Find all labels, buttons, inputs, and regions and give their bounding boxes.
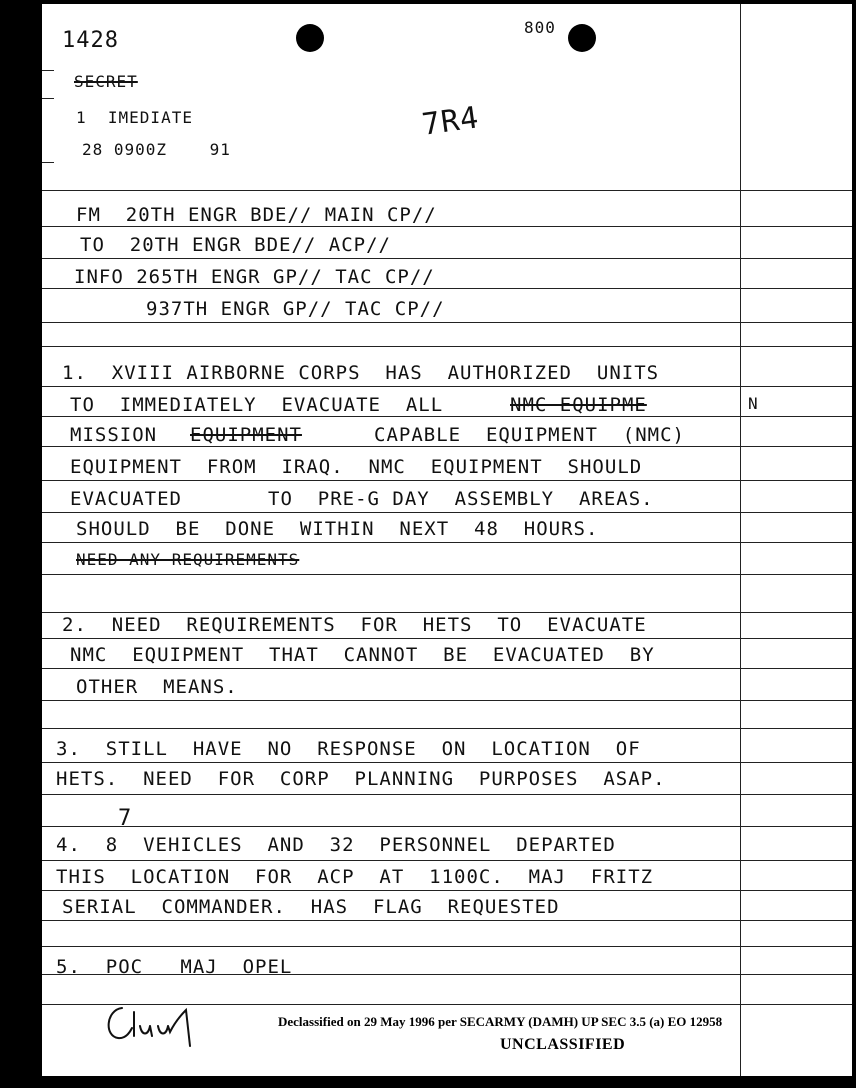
date-time-group: 28 0900Z 91: [82, 140, 231, 159]
form-rule: [42, 322, 852, 323]
para2-line2: NMC EQUIPMENT THAT CANNOT BE EVACUATED BY: [70, 644, 655, 666]
form-rule: [42, 920, 852, 921]
signature: [104, 1002, 214, 1053]
classification-struck: SECRET: [74, 72, 138, 91]
form-rule: [42, 542, 852, 543]
form-rule: [42, 700, 852, 701]
form-rule: [42, 480, 852, 481]
para3-line2: HETS. NEED FOR CORP PLANNING PURPOSES ASAP.: [56, 768, 666, 790]
column-rule: [740, 4, 741, 1076]
form-rule: [42, 446, 852, 447]
signature-scribble: [104, 1002, 214, 1048]
form-rule: [42, 860, 852, 861]
para1-line7: TO PRE-G DAY ASSEMBLY AREAS.: [268, 488, 654, 510]
form-rule: [42, 190, 852, 191]
form-rule: [42, 258, 852, 259]
form-rule: [42, 794, 852, 795]
punch-hole-right: [568, 24, 596, 52]
para1-line6: EVACUATED: [70, 488, 182, 510]
handwritten-mark: 7R4: [419, 100, 482, 143]
page-number: 1428: [62, 28, 119, 53]
form-rule: [42, 762, 852, 763]
routing-from: FM 20TH ENGR BDE// MAIN CP//: [76, 204, 437, 226]
routing-info-1: INFO 265TH ENGR GP// TAC CP//: [74, 266, 435, 288]
para1-line1: 1. XVIII AIRBORNE CORPS HAS AUTHORIZED UNITS: [62, 362, 660, 384]
margin-tick: [42, 98, 54, 99]
form-rule: [42, 574, 852, 575]
form-rule: [42, 288, 852, 289]
para4-line3: SERIAL COMMANDER. HAS FLAG REQUESTED: [62, 896, 560, 918]
form-rule: [42, 668, 852, 669]
form-rule: [42, 346, 852, 347]
margin-tick: [42, 162, 54, 163]
form-rule: [42, 890, 852, 891]
corner-number: 800: [524, 18, 556, 37]
para2-line1: 2. NEED REQUIREMENTS FOR HETS TO EVACUATE: [62, 614, 647, 636]
routing-to: TO 20TH ENGR BDE// ACP//: [80, 234, 391, 256]
punch-hole-left: [296, 24, 324, 52]
para4-line2: THIS LOCATION FOR ACP AT 1100C. MAJ FRITZ: [56, 866, 654, 888]
para1-struck-2: EQUIPMENT: [190, 424, 302, 446]
para2-line3: OTHER MEANS.: [76, 676, 238, 698]
classification-footer: UNCLASSIFIED: [500, 1036, 626, 1053]
para4-line1: 4. 8 VEHICLES AND 32 PERSONNEL DEPARTED: [56, 834, 616, 856]
routing-info-2: 937TH ENGR GP// TAC CP//: [146, 298, 445, 320]
precedence: 1 IMEDIATE: [76, 108, 193, 127]
para1-line5: EQUIPMENT FROM IRAQ. NMC EQUIPMENT SHOULD: [70, 456, 643, 478]
form-rule: [42, 826, 852, 827]
form-rule: [42, 946, 852, 947]
form-rule: [42, 638, 852, 639]
form-rule: [42, 226, 852, 227]
margin-tick: [42, 70, 54, 71]
form-rule: [42, 612, 852, 613]
para1-struck-3: NEED ANY REQUIREMENTS: [76, 550, 300, 569]
declassification-note: Declassified on 29 May 1996 per SECARMY (DAMH) UP SEC 3.5 (a) EO 12958: [278, 1014, 723, 1029]
para4-correction: 7: [118, 806, 133, 831]
message-form-page: [42, 4, 852, 1076]
para1-inserted: N: [748, 394, 759, 413]
form-rule: [42, 416, 852, 417]
form-rule: [42, 386, 852, 387]
para1-line2: TO IMMEDIATELY EVACUATE ALL: [70, 394, 444, 416]
para3-line1: 3. STILL HAVE NO RESPONSE ON LOCATION OF: [56, 738, 641, 760]
form-rule: [42, 728, 852, 729]
para5-poc: 5. POC MAJ OPEL: [56, 956, 293, 978]
form-rule: [42, 512, 852, 513]
para1-line4: CAPABLE EQUIPMENT (NMC): [374, 424, 685, 446]
para1-struck-1: NMC EQUIPME: [510, 394, 647, 416]
para1-line3: MISSION: [70, 424, 158, 446]
para1-line8: SHOULD BE DONE WITHIN NEXT 48 HOURS.: [76, 518, 599, 540]
